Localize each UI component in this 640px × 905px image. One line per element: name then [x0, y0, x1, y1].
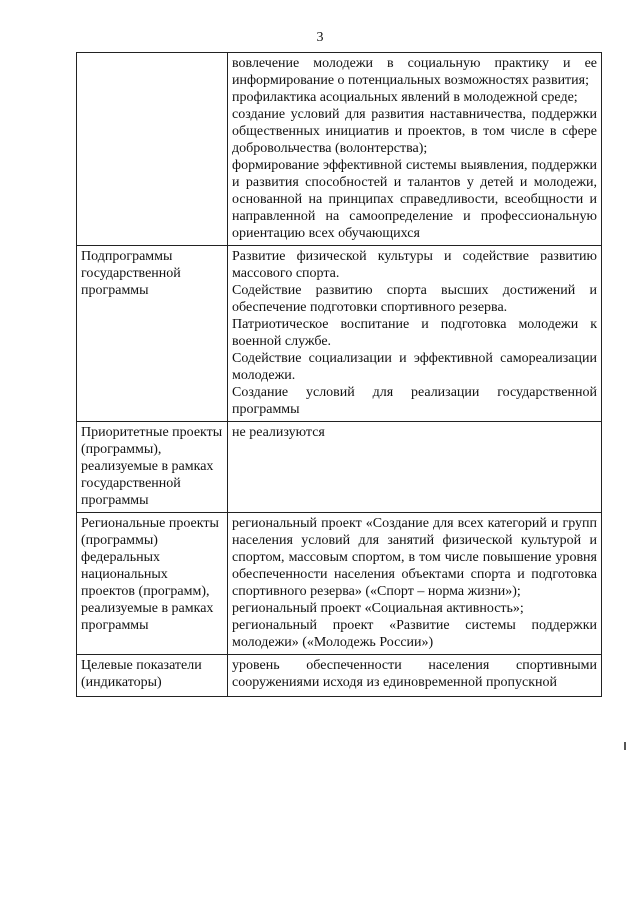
row-label-text: Целевые показатели (индикаторы) [81, 658, 202, 690]
value-paragraph: вовлечение молодежи в социальную практику и ее информирование о потенциальных возможностях развития; [232, 56, 597, 88]
table-row [77, 53, 602, 246]
value-paragraph: формирование эффективной системы выявления, поддержки и развития способностей и талантов у детей и молодежи, основанной на принципах справедливости, всеобщности и направленной на самоопределение и профессиональную ориентацию всех обучающихся [232, 158, 597, 241]
row-value-clip [232, 657, 597, 693]
row-value [228, 513, 602, 655]
value-paragraph: Патриотическое воспитание и подготовка молодежи к военной службе. [232, 317, 597, 349]
value-paragraph: не реализуются [232, 425, 325, 440]
row-value [228, 246, 602, 422]
row-value [228, 655, 602, 697]
value-paragraph: Создание условий для реализации государственной программы [232, 385, 597, 417]
table-row [77, 655, 602, 697]
row-label [77, 655, 228, 697]
value-paragraph: профилактика асоциальных явлений в молодежной среде; [232, 90, 578, 105]
program-passport-table [76, 52, 602, 697]
value-paragraph: Содействие развитию спорта высших достижений и обеспечение подготовки спортивного резерва. [232, 283, 597, 315]
table-row [77, 513, 602, 655]
value-paragraph: создание условий для развития наставничества, поддержки общественных инициатив и проектов, в том числе в сфере добровольчества (волонтерства); [232, 107, 597, 156]
value-paragraph: региональный проект «Развитие системы поддержки молодежи» («Молодежь России») [232, 618, 597, 650]
value-paragraph: региональный проект «Создание для всех категорий и групп населения условий для занятий физической культурой и спортом, массовым спортом, в том числе повышение уровня обеспеченности населения объектами спорта и подготовка спортивного резерва» («Спорт – норма жизни»); [232, 516, 597, 599]
row-label: Подпрограммы государственной программы [77, 246, 228, 422]
row-label: Приоритетные проекты (программы), реализуемые в рамках государственной программы [77, 422, 228, 513]
table-row [77, 246, 602, 422]
value-paragraph: региональный проект «Социальная активность»; [232, 601, 524, 616]
row-value [228, 422, 602, 513]
value-paragraph: уровень обеспеченности населения спортивными сооружениями исходя из единовременной пропускной [232, 658, 597, 690]
table-row [77, 422, 602, 513]
row-label [77, 53, 228, 246]
row-label: Региональные проекты (программы) федеральных национальных проектов (программ), реализуемые в рамках программы [77, 513, 228, 655]
value-paragraph: Развитие физической культуры и содействие развитию массового спорта. [232, 249, 597, 281]
page-number: 3 [316, 30, 324, 45]
scan-margin-mark [624, 742, 626, 750]
value-paragraph: Содействие социализации и эффективной самореализации молодежи. [232, 351, 597, 383]
row-value [228, 53, 602, 246]
